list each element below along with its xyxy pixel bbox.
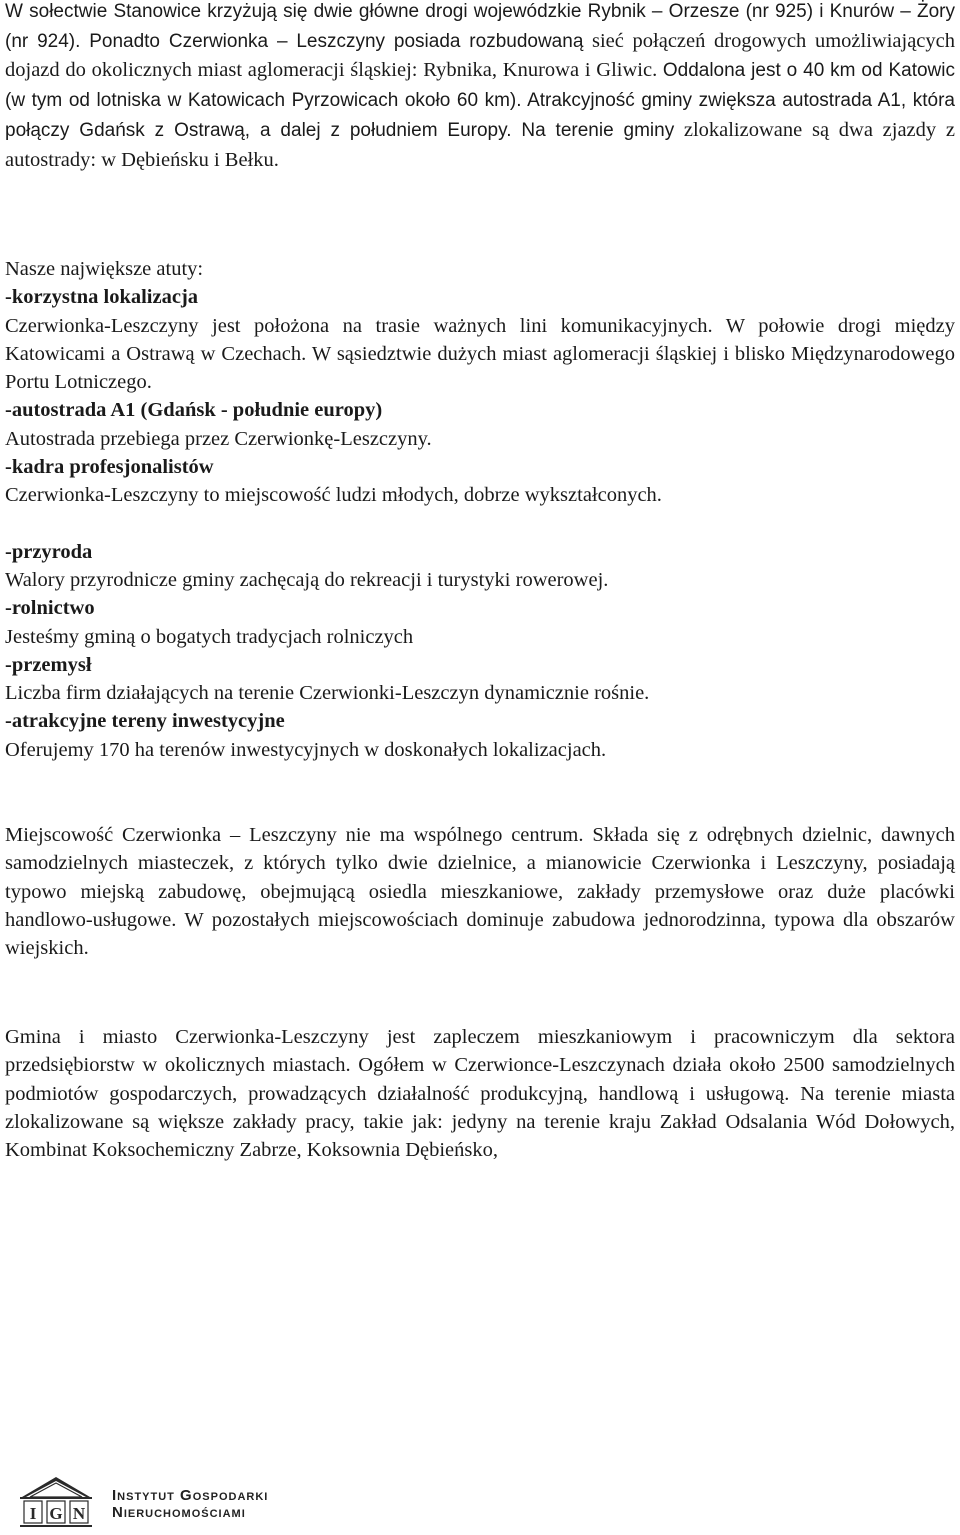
intro-serif-text-2: zlokalizowane są dwa zjazdy z autostrady: w Dębieńsku i Bełku.: [5, 118, 955, 171]
logo-wordmark: [112, 1487, 268, 1521]
asset-heading-investment: -atrakcyjne tereny inwestycyjne: [5, 710, 285, 733]
ign-logo: [20, 1475, 280, 1530]
asset-heading-staff: -kadra profesjonalistów: [5, 456, 214, 479]
intro-sans-text-2: Oddalona jest o 40 km od Katowic (w tym od lotniska w Katowicach Pyrzowicach około 60 km). Atrakcyjność gminy zwiększa autostrada A1, która połączy Gdańsk z Ostrawą, a dalej z południem Europy. Na terenie gminy: [5, 60, 955, 141]
assets-section: [5, 255, 955, 764]
asset-heading-location: -korzystna lokalizacja: [5, 286, 199, 309]
logo-letter-i: I: [29, 1504, 37, 1523]
ign-logo-mark-icon: [20, 1475, 110, 1530]
logo-letter-g: G: [49, 1504, 63, 1523]
logo-letter-n: N: [72, 1504, 86, 1523]
asset-heading-nature: -przyroda: [5, 540, 93, 563]
asset-heading-agriculture: -rolnictwo: [5, 597, 95, 620]
logo-line-2: Nieruchomościami: [112, 1504, 246, 1521]
asset-text-investment: Oferujemy 170 ha terenów inwestycyjnych w doskonałych lokalizacjach.: [5, 738, 607, 761]
asset-text-nature: Walory przyrodnicze gminy zachęcają do rekreacji i turystyki rowerowej.: [5, 568, 609, 591]
economy-paragraph: Gmina i miasto Czerwionka-Leszczyny jest zapleczem mieszkaniowym i pracowniczym dla sektora przedsiębiorstw w okolicznych miastach. Ogółem w Czerwionce-Leszczynach działa około 2500 samodzielnych podmiotów gospodarczych, prowadzących działalność produkcyjną, handlową i usługową. Na terenie miasta zlokalizowane są większe zakłady pracy, takie jak: jedyny na terenie kraju Zakład Odsalania Wód Dołowych, Kombinat Koksochemiczny Zabrze, Koksownia Dębieńsko,: [5, 1026, 955, 1162]
intro-paragraph: [5, 0, 955, 174]
intro-sans-text-1: W sołectwie Stanowice krzyżują się dwie główne drogi wojewódzkie Rybnik – Orzesze (nr 925) i Knurów – Żory (nr 924). Ponadto Czerwionka – Leszczyny posiada rozbudowaną: [5, 1, 955, 52]
asset-text-motorway: Autostrada przebiega przez Czerwionkę-Leszczyny.: [5, 427, 432, 450]
intro-serif-text-1: sieć połączeń drogowych umożliwiających dojazd do okolicznych miast aglomeracji śląskiej: Rybnika, Knurowa i Gliwic.: [5, 29, 956, 82]
asset-heading-motorway: -autostrada A1 (Gdańsk - południe europy): [5, 399, 383, 422]
spacer: [5, 510, 955, 538]
districts-paragraph: Miejscowość Czerwionka – Leszczyny nie ma wspólnego centrum. Składa się z odrębnych dzielnic, dawnych samodzielnych miasteczek, z których tylko dwie dzielnice, a mianowicie Czerwionka i Leszczyny, posiadają typowo miejską zabudowę, obejmującą osiedla mieszkaniowe, zakłady przemysłowe oraz duże placówki handlowo-usługowe. W pozostałych miejscowościach dominuje zabudowa jednorodzinna, typowa dla obszarów wiejskich.: [5, 824, 955, 960]
logo-line-1: Instytut Gospodarki: [112, 1487, 269, 1504]
asset-heading-industry: -przemysł: [5, 653, 92, 676]
asset-text-staff: Czerwionka-Leszczyny to miejscowość ludzi młodych, dobrze wykształconych.: [5, 484, 662, 507]
assets-title: Nasze największe atuty:: [5, 258, 204, 280]
asset-text-agriculture: Jesteśmy gminą o bogatych tradycjach rolniczych: [5, 625, 414, 648]
asset-text-industry: Liczba firm działających na terenie Czerwionki-Leszczyn dynamicznie rośnie.: [5, 682, 650, 705]
asset-text-location: Czerwionka-Leszczyny jest położona na trasie ważnych lini komunikacyjnych. W połowie drogi między Katowicami a Ostrawą w Czechach. W sąsiedztwie dużych miast aglomeracji śląskiej i blisko Międzynarodowego Portu Lotniczego.: [5, 314, 955, 394]
